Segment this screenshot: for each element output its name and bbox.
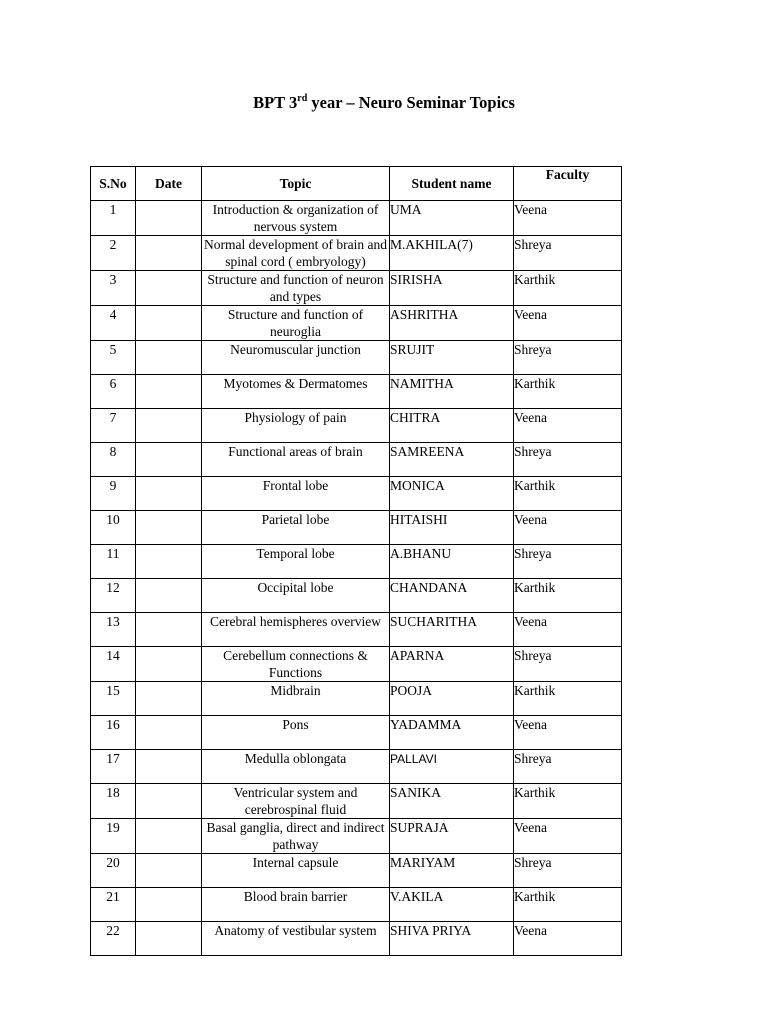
- cell-faculty: Shreya: [514, 854, 622, 888]
- cell-date: [136, 201, 202, 236]
- cell-student-name: SUCHARITHA: [390, 613, 514, 647]
- cell-sno: 6: [91, 375, 136, 409]
- cell-student-name: CHANDANA: [390, 579, 514, 613]
- cell-date: [136, 443, 202, 477]
- cell-date: [136, 888, 202, 922]
- cell-sno: 15: [91, 682, 136, 716]
- cell-date: [136, 271, 202, 306]
- cell-student-name: SHIVA PRIYA: [390, 922, 514, 956]
- cell-faculty: Shreya: [514, 647, 622, 682]
- cell-topic: Ventricular system and cerebrospinal fluid: [202, 784, 390, 819]
- table-row: [91, 375, 622, 409]
- cell-date: [136, 306, 202, 341]
- cell-sno: 18: [91, 784, 136, 819]
- cell-faculty: Karthik: [514, 784, 622, 819]
- cell-topic: Neuromuscular junction: [202, 341, 390, 375]
- header-date: Date: [136, 167, 202, 201]
- cell-student-name: CHITRA: [390, 409, 514, 443]
- cell-date: [136, 341, 202, 375]
- table-row: [91, 784, 622, 819]
- table-row: [91, 545, 622, 579]
- table-row: [91, 750, 622, 784]
- cell-date: [136, 545, 202, 579]
- cell-student-name: NAMITHA: [390, 375, 514, 409]
- cell-date: [136, 922, 202, 956]
- cell-sno: 17: [91, 750, 136, 784]
- cell-topic: Structure and function of neuroglia: [202, 306, 390, 341]
- cell-date: [136, 647, 202, 682]
- cell-faculty: Veena: [514, 511, 622, 545]
- cell-date: [136, 579, 202, 613]
- cell-topic: Normal development of brain and spinal cord ( embryology): [202, 236, 390, 271]
- cell-topic: Blood brain barrier: [202, 888, 390, 922]
- table-row: [91, 613, 622, 647]
- cell-topic: Medulla oblongata: [202, 750, 390, 784]
- cell-sno: 7: [91, 409, 136, 443]
- cell-student-name: APARNA: [390, 647, 514, 682]
- header-faculty: Faculty: [514, 167, 622, 201]
- table-row: [91, 888, 622, 922]
- cell-faculty: Veena: [514, 409, 622, 443]
- title-prefix: BPT 3: [253, 93, 298, 112]
- cell-topic: Frontal lobe: [202, 477, 390, 511]
- cell-date: [136, 682, 202, 716]
- table-row: [91, 682, 622, 716]
- cell-sno: 16: [91, 716, 136, 750]
- cell-faculty: Karthik: [514, 271, 622, 306]
- cell-student-name: MARIYAM: [390, 854, 514, 888]
- cell-faculty: Shreya: [514, 236, 622, 271]
- cell-faculty: Veena: [514, 716, 622, 750]
- table-header-row: [91, 167, 622, 201]
- cell-date: [136, 409, 202, 443]
- cell-student-name: PALLAVI: [390, 750, 514, 784]
- cell-student-name: HITAISHI: [390, 511, 514, 545]
- cell-student-name: SUPRAJA: [390, 819, 514, 854]
- table-row: [91, 341, 622, 375]
- table-row: [91, 271, 622, 306]
- table-row: [91, 306, 622, 341]
- cell-student-name: SANIKA: [390, 784, 514, 819]
- cell-sno: 22: [91, 922, 136, 956]
- cell-sno: 9: [91, 477, 136, 511]
- cell-topic: Functional areas of brain: [202, 443, 390, 477]
- header-sno: S.No: [91, 167, 136, 201]
- cell-date: [136, 784, 202, 819]
- cell-faculty: Karthik: [514, 375, 622, 409]
- cell-date: [136, 236, 202, 271]
- cell-sno: 12: [91, 579, 136, 613]
- cell-topic: Cerebellum connections & Functions: [202, 647, 390, 682]
- cell-topic: Myotomes & Dermatomes: [202, 375, 390, 409]
- cell-date: [136, 716, 202, 750]
- table-row: [91, 579, 622, 613]
- cell-student-name: UMA: [390, 201, 514, 236]
- cell-sno: 14: [91, 647, 136, 682]
- cell-topic: Anatomy of vestibular system: [202, 922, 390, 956]
- table-row: [91, 922, 622, 956]
- cell-topic: Internal capsule: [202, 854, 390, 888]
- header-topic: Topic: [202, 167, 390, 201]
- cell-student-name: V.AKILA: [390, 888, 514, 922]
- cell-faculty: Veena: [514, 201, 622, 236]
- table-row: [91, 854, 622, 888]
- page-title: [0, 93, 768, 113]
- cell-student-name: A.BHANU: [390, 545, 514, 579]
- cell-student-name: YADAMMA: [390, 716, 514, 750]
- cell-date: [136, 613, 202, 647]
- cell-sno: 19: [91, 819, 136, 854]
- cell-topic: Parietal lobe: [202, 511, 390, 545]
- cell-sno: 13: [91, 613, 136, 647]
- cell-student-name: POOJA: [390, 682, 514, 716]
- cell-faculty: Veena: [514, 922, 622, 956]
- cell-sno: 2: [91, 236, 136, 271]
- cell-sno: 21: [91, 888, 136, 922]
- cell-faculty: Shreya: [514, 545, 622, 579]
- table-row: [91, 716, 622, 750]
- cell-faculty: Shreya: [514, 750, 622, 784]
- cell-topic: Temporal lobe: [202, 545, 390, 579]
- table-row: [91, 409, 622, 443]
- table-row: [91, 819, 622, 854]
- cell-faculty: Karthik: [514, 682, 622, 716]
- cell-faculty: Karthik: [514, 477, 622, 511]
- cell-student-name: SIRISHA: [390, 271, 514, 306]
- cell-faculty: Shreya: [514, 341, 622, 375]
- cell-topic: Structure and function of neuron and types: [202, 271, 390, 306]
- cell-sno: 5: [91, 341, 136, 375]
- cell-sno: 1: [91, 201, 136, 236]
- cell-student-name: MONICA: [390, 477, 514, 511]
- cell-date: [136, 750, 202, 784]
- cell-topic: Introduction & organization of nervous system: [202, 201, 390, 236]
- cell-date: [136, 854, 202, 888]
- cell-topic: Cerebral hemispheres overview: [202, 613, 390, 647]
- cell-faculty: Shreya: [514, 443, 622, 477]
- cell-topic: Midbrain: [202, 682, 390, 716]
- cell-sno: 10: [91, 511, 136, 545]
- cell-sno: 11: [91, 545, 136, 579]
- cell-topic: Occipital lobe: [202, 579, 390, 613]
- table-body: [91, 201, 622, 956]
- cell-student-name: SAMREENA: [390, 443, 514, 477]
- cell-date: [136, 511, 202, 545]
- cell-date: [136, 375, 202, 409]
- cell-student-name: M.AKHILA(7): [390, 236, 514, 271]
- cell-faculty: Karthik: [514, 888, 622, 922]
- table-row: [91, 201, 622, 236]
- cell-topic: Basal ganglia, direct and indirect pathway: [202, 819, 390, 854]
- cell-sno: 3: [91, 271, 136, 306]
- title-suffix: year – Neuro Seminar Topics: [307, 93, 515, 112]
- cell-sno: 4: [91, 306, 136, 341]
- cell-date: [136, 477, 202, 511]
- table-row: [91, 647, 622, 682]
- table-row: [91, 511, 622, 545]
- cell-faculty: Veena: [514, 819, 622, 854]
- cell-faculty: Veena: [514, 613, 622, 647]
- seminar-table: [90, 166, 622, 956]
- table-row: [91, 477, 622, 511]
- cell-sno: 20: [91, 854, 136, 888]
- table-row: [91, 443, 622, 477]
- cell-date: [136, 819, 202, 854]
- header-student-name: Student name: [390, 167, 514, 201]
- title-superscript: rd: [297, 92, 308, 104]
- cell-student-name: ASHRITHA: [390, 306, 514, 341]
- cell-faculty: Karthik: [514, 579, 622, 613]
- cell-topic: Physiology of pain: [202, 409, 390, 443]
- cell-topic: Pons: [202, 716, 390, 750]
- cell-faculty: Veena: [514, 306, 622, 341]
- cell-sno: 8: [91, 443, 136, 477]
- table-row: [91, 236, 622, 271]
- cell-student-name: SRUJIT: [390, 341, 514, 375]
